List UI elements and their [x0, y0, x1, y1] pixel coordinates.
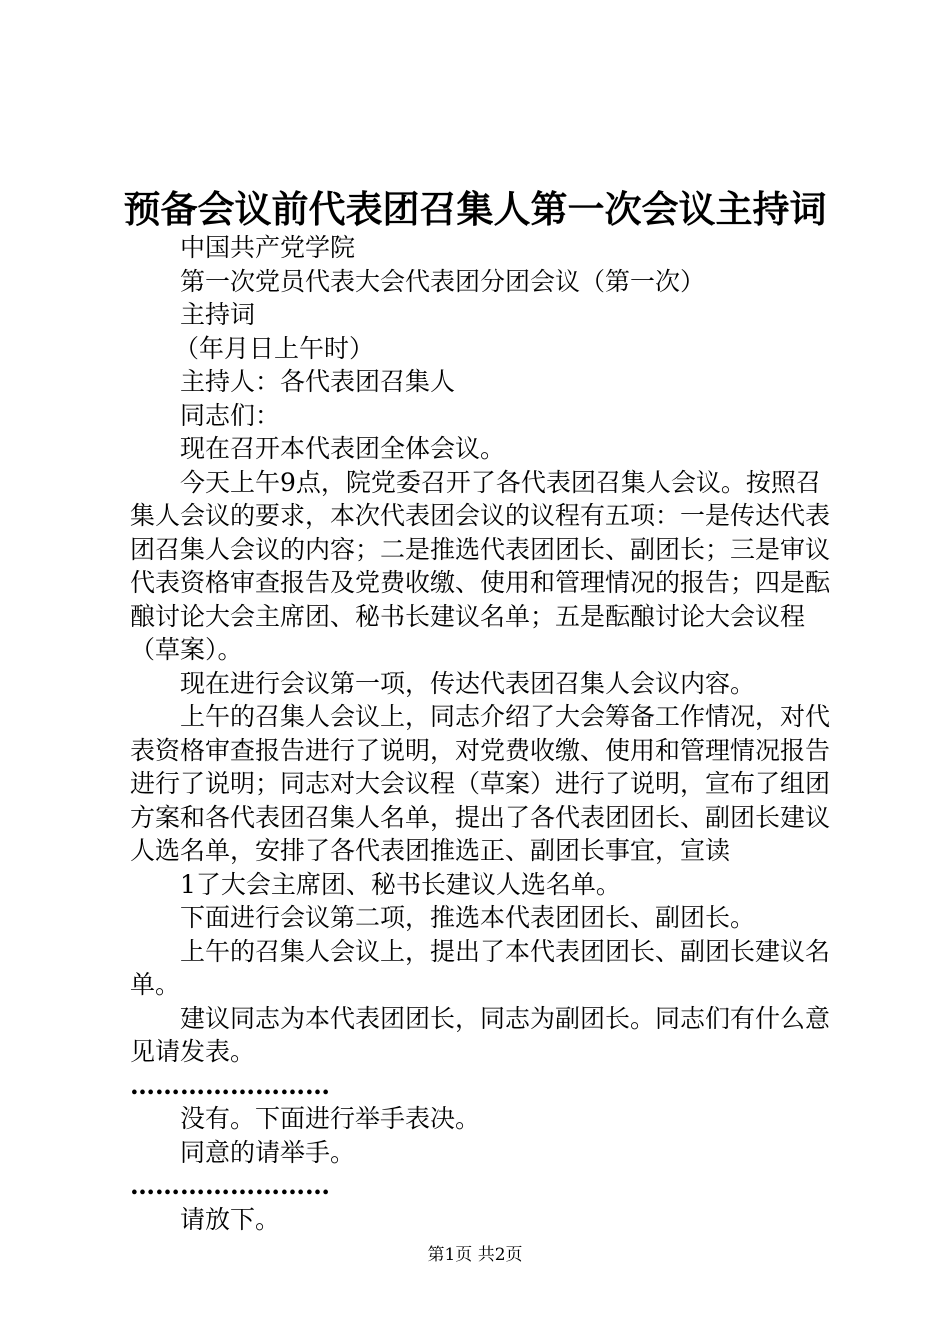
school-name-line: 中国共产党学院	[180, 233, 356, 262]
ellipsis-separator: ……………………	[130, 1171, 330, 1200]
greeting-line: 同志们：	[180, 400, 281, 430]
item-one-paragraph: 现在进行会议第一项，传达代表团召集人会议内容。	[180, 668, 756, 698]
briefing-paragraph: 上午的召集人会议上，同志介绍了大会筹备工作情况，对代表资格审查报告进行了说明，对党费收缴、使用和管理情况报告进行了说明；同志对大会议程（草案）进行了说明，宣布了组团方案和各代表团召集人名单，提出了各代表团团长、副团长建议人选名单，安排了各代表团推选正、副团长事宜，宣读	[130, 702, 831, 865]
meeting-name-line: 第一次党员代表大会代表团分团会议（第一次）	[180, 266, 706, 296]
hands-down-line: 请放下。	[180, 1204, 281, 1234]
nomination-paragraph: 上午的召集人会议上，提出了本代表团团长、副团长建议名单。	[130, 936, 831, 999]
ellipsis-separator: ……………………	[130, 1070, 330, 1100]
proposal-paragraph: 建议同志为本代表团团长，同志为副团长。同志们有什么意见请发表。	[130, 1003, 831, 1066]
vote-line: 没有。下面进行举手表决。	[180, 1104, 481, 1133]
agenda-paragraph: 今天上午9点，院党委召开了各代表团召集人会议。按照召集人会议的要求，本次代表团会议的议程有五项：一是传达代表团召集人会议的内容；二是推选代表团团长、副团长；三是审议代表资格审查报告及党费收缴、使用和管理情况的报告；四是酝酿讨论大会主席团、秘书长建议名单；五是酝酿讨论大会议程（草案）。	[130, 467, 831, 664]
document-title: 预备会议前代表团召集人第一次会议主持词	[123, 187, 827, 231]
document-type-line: 主持词	[180, 300, 256, 329]
briefing-continuation: 1了大会主席团、秘书长建议人选名单。	[180, 869, 621, 899]
raise-hands-line: 同意的请举手。	[180, 1137, 356, 1167]
host-line: 主持人：各代表团召集人	[180, 367, 456, 396]
opening-line: 现在召开本代表团全体会议。	[180, 434, 506, 463]
page-footer: 第1页 共2页	[427, 1245, 523, 1265]
document-body	[130, 231, 834, 1236]
date-line: （年月日上午时）	[174, 333, 375, 363]
item-two-paragraph: 下面进行会议第二项，推选本代表团团长、副团长。	[180, 903, 756, 932]
